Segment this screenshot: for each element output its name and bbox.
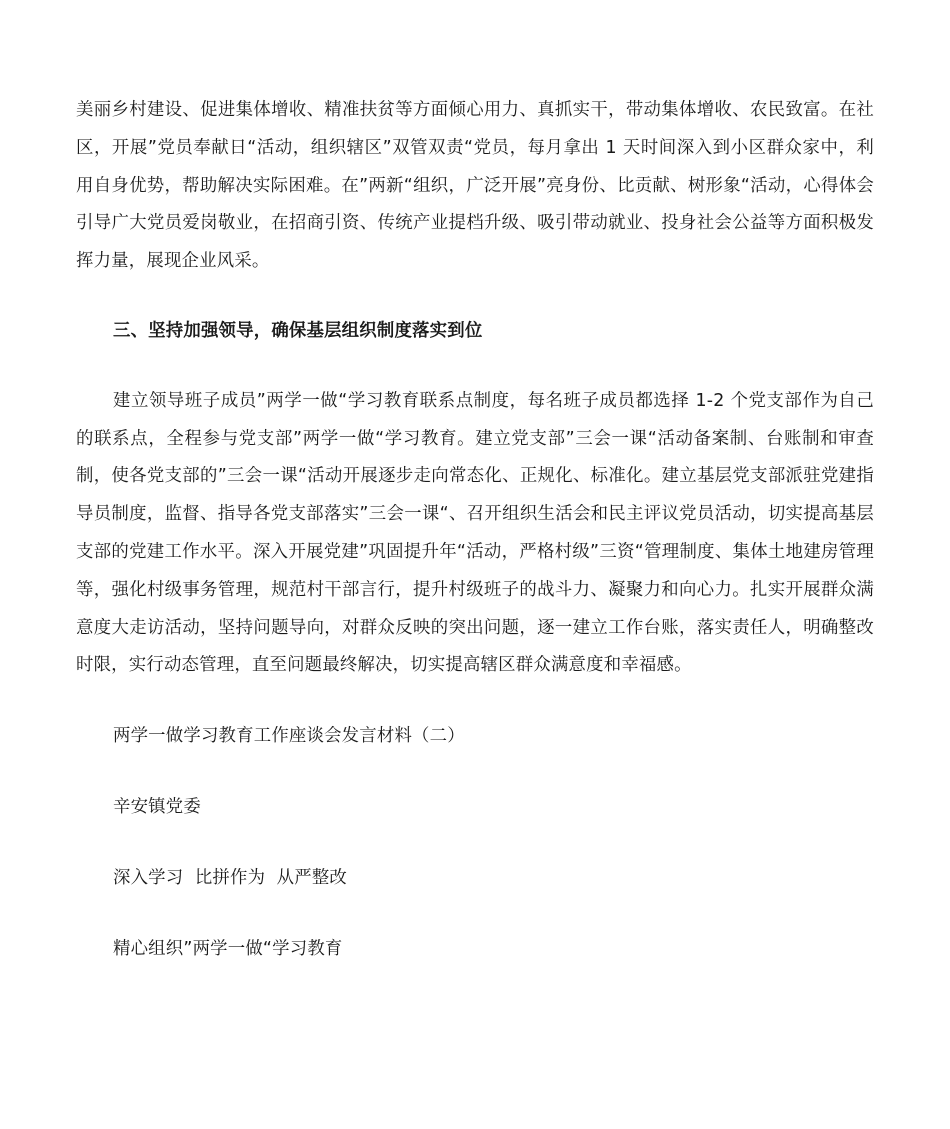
organization-name: 辛安镇党委 bbox=[113, 796, 201, 817]
document-subtitle-two: 两学一做学习教育工作座谈会发言材料（二） bbox=[113, 726, 465, 747]
section-heading-three: 三、坚持加强领导，确保基层组织制度落实到位 bbox=[113, 320, 483, 341]
body-paragraph-leadership-system: 建立领导班子成员”两学一做“学习教育联系点制度，每名班子成员都选择 1-2 个党支部作为自己的联系点，全程参与党支部”两学一做“学习教育。建立党支部”三会一课“活动备案制、台账制和审查制，使各党支部的”三会一课“活动开展逐步走向常态化、正规化、标准化。建立基层党支部派驻党建指导员制度，监督、指导各党支部落实”三会一课“、召开组织生活会和民主评议党员活动，切实提高基层支部的党建工作水平。深入开展党建”巩固提升年“活动，严格村级”三资“管理制度、集体土地建房管理等，强化村级事务管理，规范村干部言行，提升村级班子的战斗力、凝聚力和向心力。扎实开展群众满意度大走访活动，坚持问题导向，对群众反映的突出问题，逐一建立工作台账，落实责任人，明确整改时限，实行动态管理，直至问题最终解决，切实提高辖区群众满意度和幸福感。 bbox=[76, 390, 874, 676]
body-paragraph-community-work: 美丽乡村建设、促进集体增收、精准扶贫等方面倾心用力、真抓实干，带动集体增收、农民致富。在社区，开展”党员奉献日“活动，组织辖区”双管双责“党员，每月拿出 1 天时间深入到小区群众家中，利用自身优势，帮助解决实际困难。在”两新“组织，广泛开展”亮身份、比贡献、树形象“活动，心得体会引导广大党员爱岗敬业，在招商引资、传统产业提档升级、吸引带动就业、投身社会公益等方面积极发挥力量，展现企业风采。 bbox=[76, 100, 874, 272]
subsection-heading-organize: 精心组织”两学一做“学习教育 bbox=[113, 938, 343, 959]
slogan-line: 深入学习 比拼作为 从严整改 bbox=[113, 867, 348, 888]
